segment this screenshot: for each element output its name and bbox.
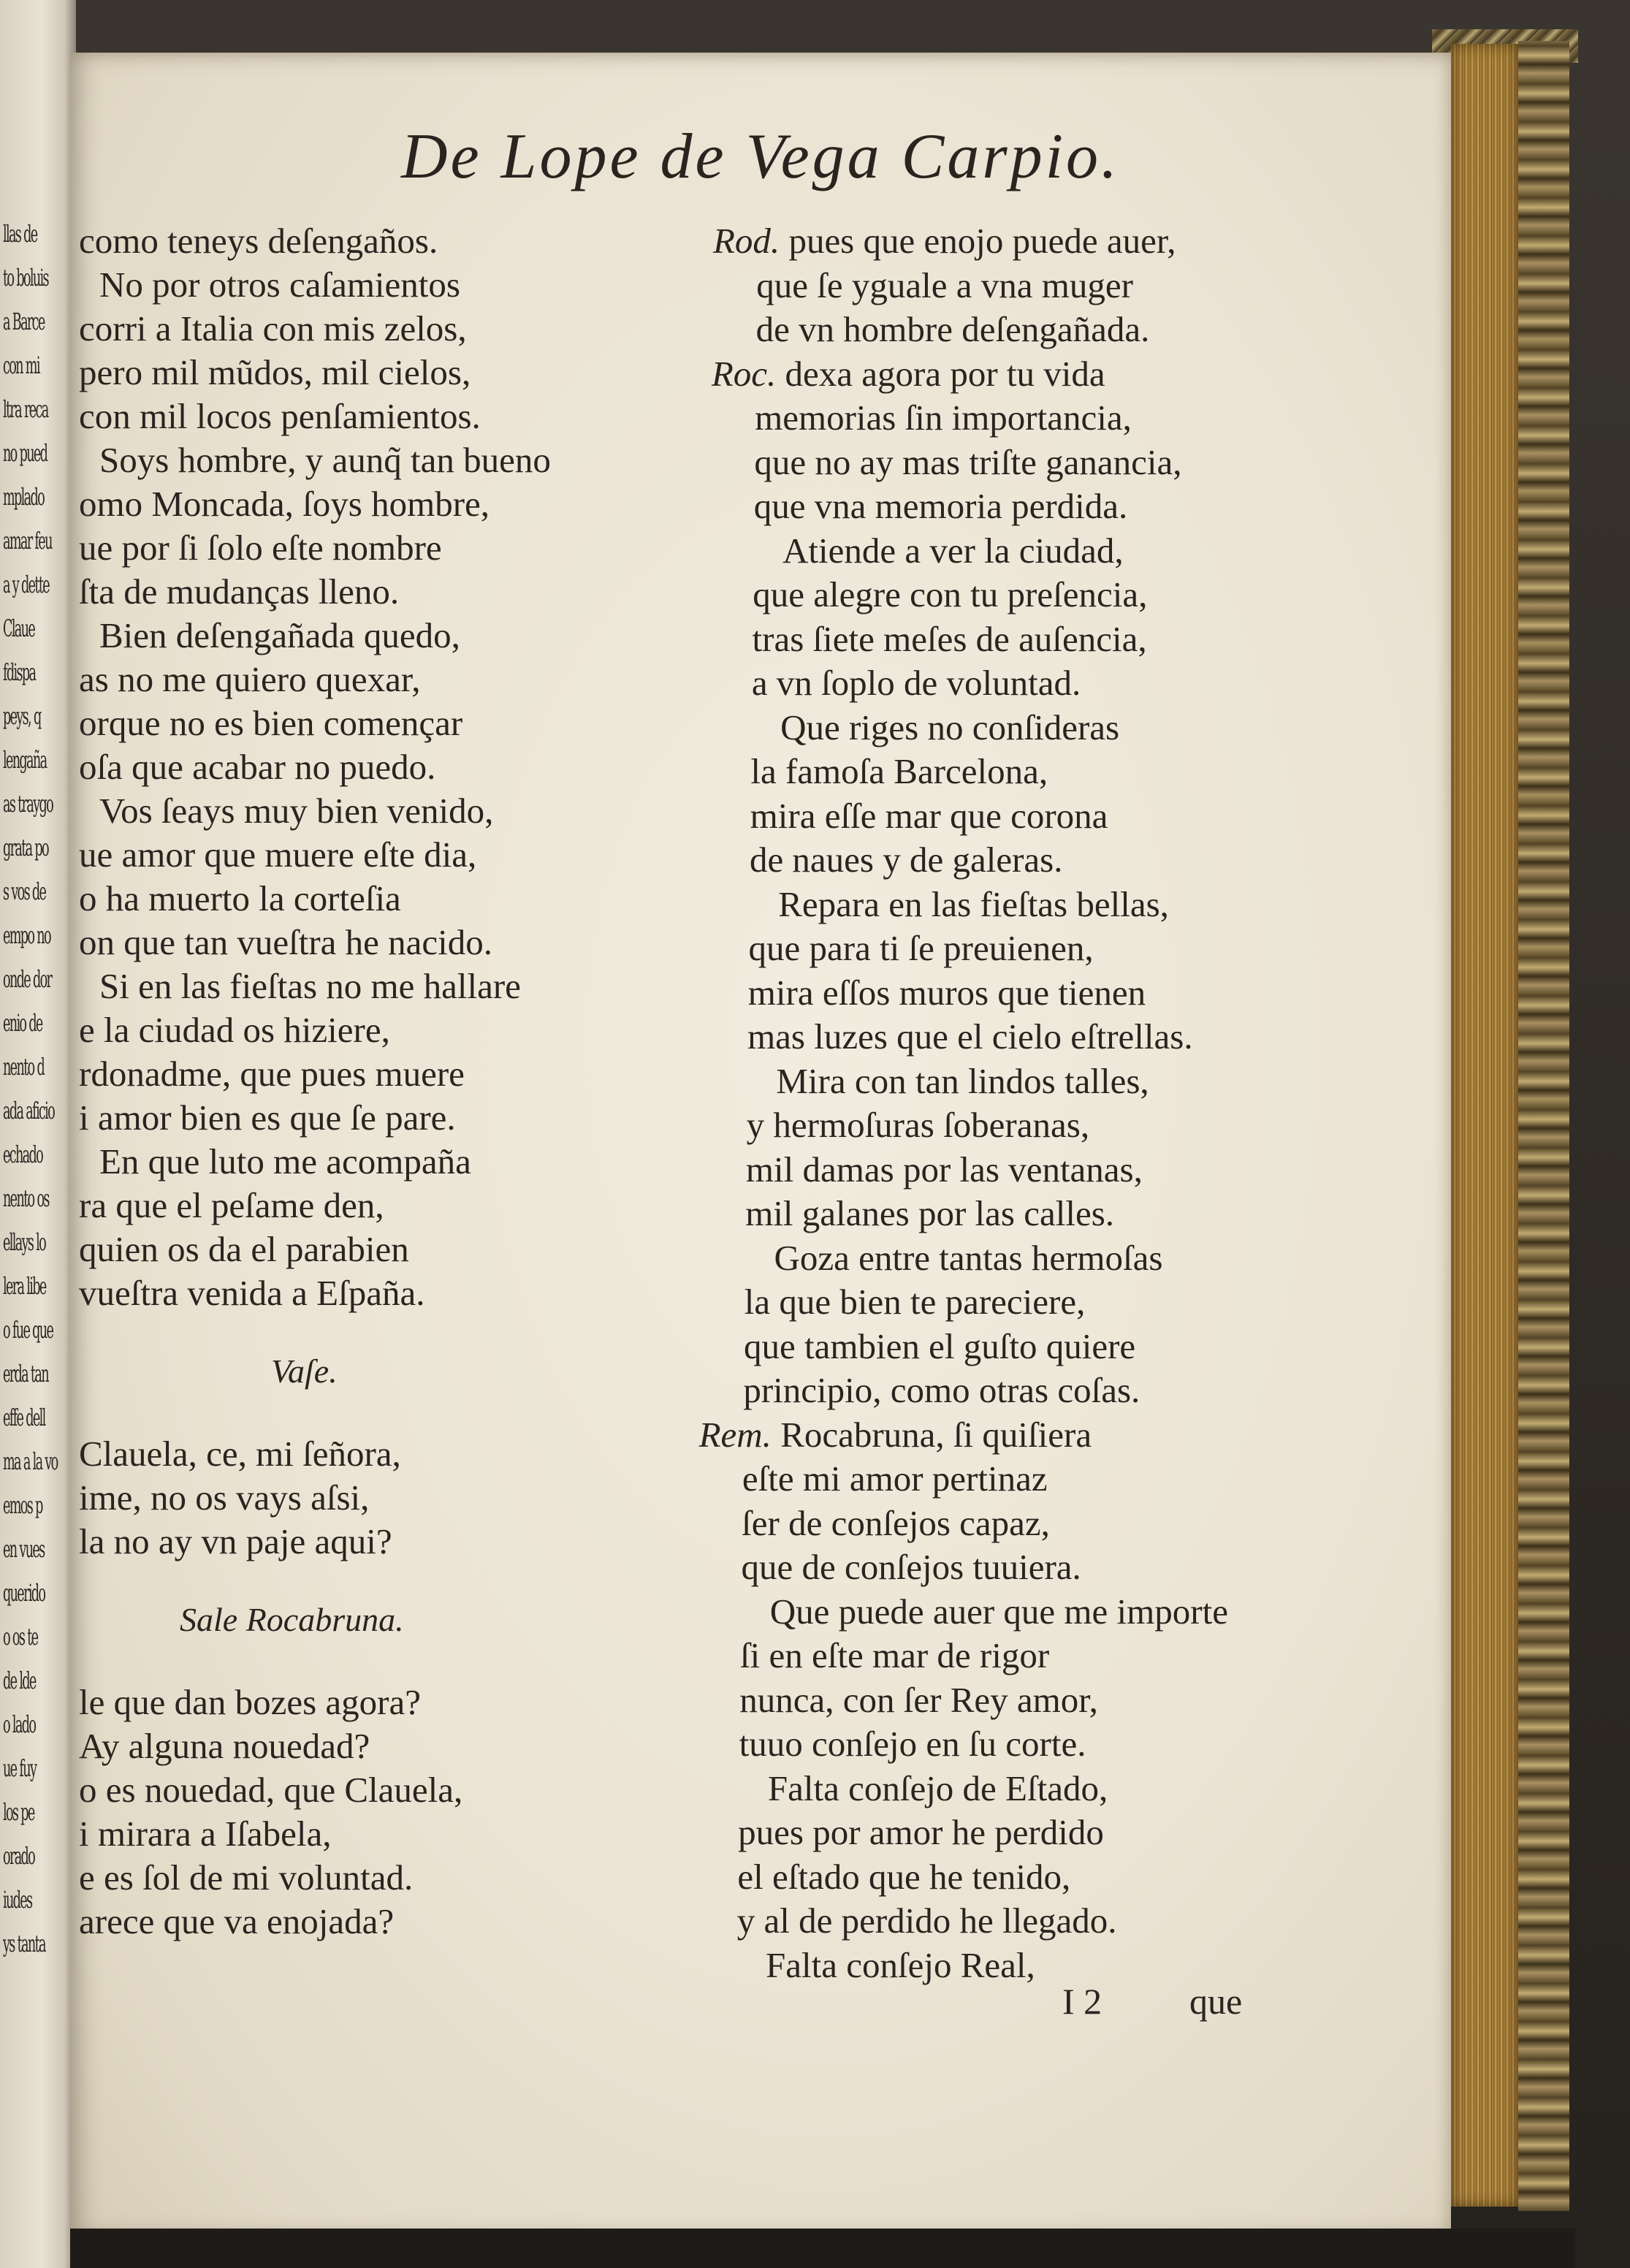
verse-line: pero mil mũdos, mil cielos, [79,352,471,392]
previous-page-fragment: querido [3,1579,45,1607]
verse-line: ue amor que muere eſte dia, [79,834,477,875]
line-text: y al de perdido he llegado. [736,1900,1117,1941]
line-text: pues que enojo puede auer, [788,221,1176,261]
line-text: mil galanes por las calles. [745,1193,1115,1233]
bottom-shadow [70,2229,1575,2268]
line-text: dexa agora por tu vida [785,353,1105,394]
line-text: mas luzes que el cielo eſtrellas. [747,1016,1193,1057]
line-text: Falta conſejo Real, [766,1944,1035,1985]
previous-page-fragment: Claue [3,614,35,642]
previous-page-fragment: to boluis [3,264,48,292]
verse-line [752,661,1081,705]
verse-line [754,441,1181,484]
verse-line: as no me quiero quexar, [79,659,421,699]
previous-page-fragment: effe dell [3,1404,45,1431]
speech-line [713,219,1176,263]
previous-page-fragment: as traygo [3,790,53,818]
verse-line [739,1722,1086,1766]
verse-line: rdonadme, que pues muere [79,1054,465,1094]
stage-direction: Vaſe. [271,1352,338,1390]
verse-line: Vos ſeays muy bien venido, [99,791,494,831]
verse-line [780,706,1119,750]
verse-line [750,750,1048,794]
verse-line: o es nouedad, que Clauela, [79,1770,463,1810]
verse-line [754,484,1128,528]
previous-page-fragment: llas de [3,220,37,248]
verse-line: i amor bien es que ſe pare. [79,1097,456,1138]
verse-line: corri a Italia con mis zelos, [79,308,467,349]
previous-page-fragment: o lado [3,1710,36,1738]
verse-line [749,926,1094,970]
line-text: principio, como otras coſas. [743,1370,1140,1410]
previous-page-fragment: ada aficio [3,1097,55,1125]
line-text: la famoſa Barcelona, [750,751,1048,791]
book-page [70,53,1451,2237]
verse-line: Si en las fieſtas no me hallare [99,966,521,1006]
previous-page-fragment: lera libe [3,1272,46,1300]
verse-line [756,308,1150,351]
previous-page-fragment: onde dor [3,965,52,993]
verse-line [740,1634,1049,1678]
verse-line [741,1545,1081,1589]
verse-line: como teneys deſengaños. [79,221,438,261]
previous-page-fragment: nento d [3,1053,45,1081]
verse-line: con mil locos penſamientos. [79,396,481,436]
verse-line: on que tan vueſtra he nacido. [79,922,493,962]
previous-page-fragment: a Barce [3,308,45,335]
line-text: Goza entre tantas hermoſas [774,1237,1163,1278]
line-text: de vn hombre deſengañada. [755,309,1150,349]
line-text: que no ay mas triſte ganancia, [754,441,1182,482]
catchword: que [1189,1981,1243,2022]
line-text: que de conſejos tuuiera. [741,1547,1081,1587]
verse-line: orque no es bien començar [79,703,463,743]
speaker-label: Rem. [698,1414,772,1455]
verse-line: e la ciudad os hiziere, [79,1010,390,1050]
line-text: y hermoſuras ſoberanas, [746,1105,1090,1145]
verse-line: la no ay vn paje aqui? [79,1521,392,1561]
verse-line: o ha muerto la corteſia [79,878,401,918]
verse-line [748,971,1146,1015]
verse-line: ue por ſi ſolo eſte nombre [79,528,442,568]
verse-line [750,838,1063,882]
line-text: el eſtado que he tenido, [737,1856,1071,1897]
binding-right-edge [1518,41,1569,2211]
verse-line: i mirara a Iſabela, [79,1814,332,1854]
previous-page-fragment: lengaña [3,746,47,774]
previous-page-fragment: erda tan [3,1360,48,1388]
line-text: a vn ſoplo de voluntad. [751,663,1081,703]
verse-line [747,1103,1089,1147]
line-text: Que riges no conſideras [780,707,1120,747]
previous-page-fragment: ue fuy [3,1754,37,1782]
verse-line: ra que el peſame den, [79,1185,384,1225]
previous-page-fragment: o os te [3,1623,38,1651]
verse-line: Ay alguna nouedad? [79,1726,370,1766]
line-text: memorias ſin importancia, [755,397,1132,438]
verse-line [756,264,1133,308]
line-text: tras ſiete meſes de auſencia, [752,618,1147,659]
verse-line [750,794,1108,838]
verse-line [742,1457,1048,1501]
previous-page-fragment: en vues [3,1535,45,1563]
line-text: que ſe yguale a vna muger [756,265,1133,305]
verse-line [776,1059,1149,1103]
previous-page-fragment: emos p [3,1491,42,1519]
verse-line [745,1192,1114,1236]
verse-line [743,1369,1140,1412]
verse-line [737,1855,1070,1899]
running-head: De Lope de Vega Carpio. [400,121,1121,192]
line-text: que vna memoria perdida. [753,486,1128,526]
verse-line [738,1811,1104,1854]
verse-line [778,883,1169,926]
previous-page-fragment: s vos de [3,878,46,905]
line-text: nunca, con ſer Rey amor, [739,1679,1098,1720]
line-text: que para ti ſe preuienen, [748,928,1094,968]
previous-page-fragment: fdispa [3,658,36,686]
stage-direction: Sale Rocabruna. [180,1601,404,1638]
verse-line: Clauela, ce, mi ſeñora, [79,1434,401,1474]
verse-line: le que dan bozes agora? [79,1682,421,1722]
verse-line [753,617,1147,661]
verse-line [755,396,1132,440]
verse-line [744,1325,1135,1369]
line-text: pues por amor he perdido [738,1812,1104,1852]
verse-line [739,1678,1098,1722]
line-text: Mira con tan lindos talles, [776,1060,1149,1101]
previous-page-edge [0,0,76,2268]
previous-page-fragment: amar feu [3,527,52,555]
verse-line: quien os da el parabien [79,1229,409,1269]
verse-line: ime, no os vays aſsi, [79,1477,370,1518]
verse-line [747,1015,1193,1059]
speaker-label: Rod. [713,221,780,261]
line-text: Que puede auer que me importe [769,1591,1228,1632]
line-text: mira eſſe mar que corona [750,795,1108,836]
previous-page-fragment: orado [3,1842,35,1870]
line-text: de naues y de galeras. [749,840,1063,880]
line-text: tuuo conſejo en ſu corte. [739,1724,1086,1764]
previous-page-fragment: a y dette [3,571,50,598]
verse-line [746,1148,1143,1192]
verse-line: arece que va enojada? [79,1901,395,1941]
verse-line [768,1767,1108,1811]
verse-line [742,1502,1050,1545]
line-text: ſer de conſejos capaz, [742,1502,1050,1543]
gilt-page-edges [1451,44,1518,2207]
verse-line: No por otros caſamientos [99,265,460,305]
signature-mark: I 2 [1062,1981,1102,2022]
previous-page-fragment: peys, q [3,702,41,730]
verse-line [744,1280,1086,1324]
previous-page-fragment: mplado [3,483,45,511]
verse-line [774,1236,1162,1280]
previous-page-fragment: ys tanta [3,1930,45,1957]
verse-line: vueſtra venida a Eſpaña. [79,1273,425,1313]
line-text: que alegre con tu preſencia, [753,574,1148,614]
speech-line [699,1413,1092,1457]
verse-line: oſa que acabar no puedo. [79,747,436,787]
verse-line [770,1590,1228,1634]
line-text: Atiende a ver la ciudad, [782,530,1124,571]
previous-page-fragment: o fue que [3,1316,53,1344]
line-text: mira eſſos muros que tienen [747,972,1146,1013]
verse-line [766,1944,1035,1987]
line-text: Falta conſejo de Eſtado, [767,1767,1108,1808]
line-text: la que bien te pareciere, [744,1282,1086,1322]
speaker-label: Roc. [711,353,777,394]
line-text: Rocabruna, ſi quiſiera [780,1414,1092,1455]
verse-line: Soys hombre, y aunq̃ tan bueno [99,440,551,480]
verse-line [737,1899,1117,1943]
verse-line [753,573,1147,617]
previous-page-fragment: de lde [3,1667,36,1694]
previous-page-fragment: no pued [3,439,47,467]
verse-line: En que luto me acompaña [99,1141,471,1181]
previous-page-fragment: enio de [3,1009,42,1037]
verse-line: Bien deſengañada quedo, [99,615,460,655]
previous-page-fragment: echado [3,1141,43,1168]
previous-page-fragment: grata po [3,834,48,861]
previous-page-fragment: ma a la vo [3,1447,58,1475]
line-text: mil damas por las ventanas, [745,1149,1143,1190]
line-text: Repara en las fieſtas bellas, [778,883,1169,924]
previous-page-fragment: empo no [3,921,50,949]
line-text: que tambien el guſto quiere [744,1325,1136,1366]
verse-line [782,529,1124,573]
previous-page-fragment: nento os [3,1184,49,1212]
line-text: ſi en eſte mar de rigor [740,1635,1050,1675]
previous-page-fragment: los pe [3,1798,34,1826]
verse-line: e es ſol de mi voluntad. [79,1857,414,1898]
speech-line [712,352,1105,396]
line-text: eſte mi amor pertinaz [742,1458,1048,1499]
verse-line: omo Moncada, ſoys hombre, [79,484,490,524]
previous-page-fragment: con mi [3,351,39,379]
verse-line: ſta de mudanças lleno. [79,571,400,612]
previous-page-fragment: ltra reca [3,395,48,423]
previous-page-fragment: iudes [3,1886,32,1914]
previous-page-fragment: ellays lo [3,1228,46,1256]
